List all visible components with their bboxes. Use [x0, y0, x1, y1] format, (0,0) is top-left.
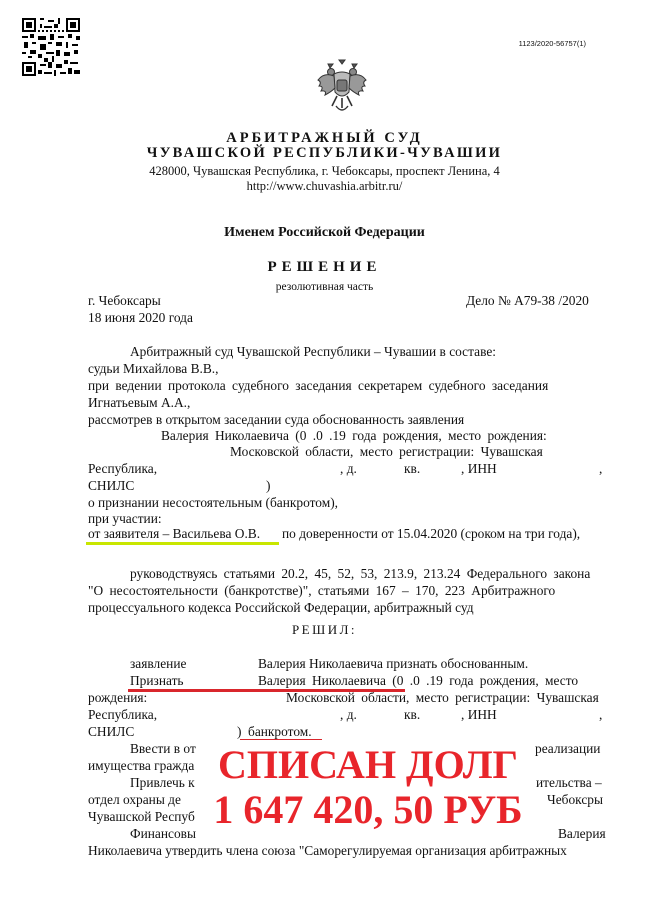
resolved-line: Валерия Николаевича (0 .0 .19 года рождения, место	[258, 673, 579, 688]
body-line: процессуального кодекса Российской Федерации, арбитражный суд	[88, 600, 474, 615]
resolved-line: Чувашской Респуб	[88, 809, 195, 824]
resolved-line: реализации	[535, 741, 601, 756]
body-line: руководствуясь статьями 20.2, 45, 52, 53, 213.9, 213.24 Федерального закона	[130, 566, 591, 581]
resolved-heading: РЕШИЛ:	[291, 622, 358, 637]
resolved-line: )	[237, 724, 242, 739]
qr-code	[22, 18, 80, 76]
resolved-line: Республика,	[88, 707, 158, 722]
body-line: по доверенности от 15.04.2020 (сроком на три года),	[282, 526, 581, 541]
court-website: http://www.chuvashia.arbitr.ru/	[246, 179, 403, 193]
resolved-line: Валерия	[558, 826, 606, 841]
resolved-line: Признать	[130, 673, 184, 688]
body-line: рассмотрев в открытом заседании суда обоснованность заявления	[88, 412, 465, 427]
city: г. Чебоксары	[88, 293, 161, 308]
court-name-line1: АРБИТРАЖНЫЙ СУД	[226, 130, 423, 146]
resolved-line: заявление	[130, 656, 187, 671]
body-line: о признании несостоятельным (банкротом),	[88, 495, 339, 510]
body-line: )	[266, 478, 271, 493]
resolved-line: ительства –	[536, 775, 602, 790]
resolved-line: , д.	[340, 707, 357, 722]
body-line: ,	[599, 461, 603, 476]
resolved-line: рождения:	[88, 690, 148, 705]
resolved-line: Валерия Николаевича признать обоснованным.	[258, 656, 529, 671]
body-line: от заявителя – Васильева О.В.	[88, 526, 261, 541]
resolved-line: Николаевича утвердить члена союза "Саморегулируемая организация арбитражных	[88, 843, 567, 858]
body-line: при ведении протокола судебного заседания секретарем судебного заседания	[88, 378, 549, 393]
resolved-line: Московской области, место регистрации: Чувашская	[286, 690, 599, 705]
highlight-underline	[86, 542, 279, 545]
debt-amount-stamp: 1 647 420, 50 РУБ	[213, 787, 523, 832]
body-line: , д.	[340, 461, 357, 476]
body-line: Арбитражный суд Чувашской Республики – Чувашии в составе:	[130, 344, 496, 359]
court-address: 428000, Чувашская Республика, г. Чебоксары, проспект Ленина, 4	[149, 164, 500, 178]
body-line: Валерия Николаевича (0 .0 .19 года рождения, место рождения:	[161, 428, 547, 443]
resolved-line: ,	[599, 707, 603, 722]
case-id: 1123/2020-56757(1)	[518, 39, 586, 48]
debt-written-off-stamp: СПИСАН ДОЛГ	[218, 742, 518, 787]
body-line: при участии:	[88, 511, 162, 526]
resolved-line: Чебоксры	[547, 792, 603, 807]
decision-date: 18 июня 2020 года	[88, 310, 193, 325]
resolved-line: , ИНН	[461, 707, 497, 722]
body-line: судьи Михайлова В.В.,	[88, 361, 219, 376]
case-number: Дело № А79-38 /2020	[466, 293, 589, 308]
body-line: Игнатьевым А.А.,	[88, 395, 191, 410]
resolved-line: СНИЛС	[88, 724, 135, 739]
resolved-line: Финансовы	[130, 826, 196, 841]
court-name-line2: ЧУВАШСКОЙ РЕСПУБЛИКИ-ЧУВАШИИ	[146, 145, 503, 161]
body-line: Республика,	[88, 461, 158, 476]
body-line: Московской области, место регистрации: Чувашская	[230, 444, 543, 459]
resolved-line: кв.	[404, 707, 421, 722]
decision-title: РЕШЕНИЕ	[267, 259, 382, 275]
resolved-line: Привлечь к	[130, 775, 195, 790]
coat-of-arms-emblem	[316, 58, 368, 116]
resolved-line: отдел охраны де	[88, 792, 181, 807]
body-line: "О несостоятельности (банкротстве)", статьями 167 – 170, 223 Арбитражного	[88, 583, 556, 598]
resolved-line: Ввести в от	[130, 741, 196, 756]
body-line: СНИЛС	[88, 478, 135, 493]
resolved-line: банкротом.	[248, 724, 312, 739]
body-line: кв.	[404, 461, 421, 476]
resolved-line: имущества гражда	[88, 758, 195, 773]
in-name-heading: Именем Российской Федерации	[224, 225, 425, 240]
decision-subtitle: резолютивная часть	[275, 281, 374, 293]
body-line: , ИНН	[461, 461, 497, 476]
